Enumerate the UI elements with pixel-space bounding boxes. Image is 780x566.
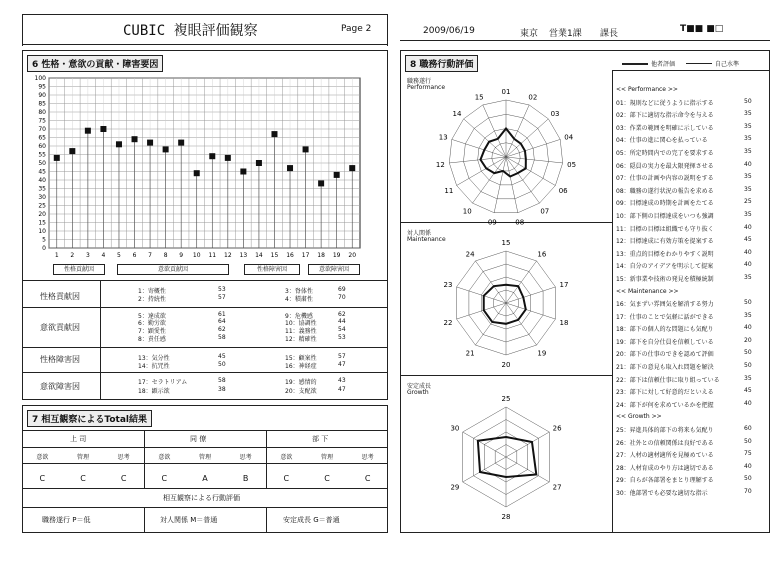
- factor-item-score: 57: [218, 294, 226, 301]
- y-tick-label: 80: [38, 109, 46, 116]
- factor-item-name: 5：達成欲: [138, 313, 166, 320]
- behavior-score: 35: [744, 185, 752, 193]
- radar-growth-label-en: Growth: [407, 389, 429, 396]
- factor-item-name: 8：責任感: [138, 336, 166, 343]
- legend-other-eval-swatch: [622, 63, 648, 65]
- s7-hline: [22, 430, 388, 431]
- radar-axis-label: 11: [444, 187, 454, 195]
- factor-item-score: 70: [338, 294, 346, 301]
- behavior-score: 45: [744, 387, 752, 395]
- behavior-item: 23：部下に対して好意的だといえる: [616, 389, 714, 397]
- s7-hline: [22, 447, 388, 448]
- x-tick-label: 5: [117, 252, 121, 259]
- behavior-score: 50: [744, 299, 752, 306]
- behavior-score: 35: [744, 122, 752, 130]
- factor-item-score: 69: [338, 286, 346, 293]
- behavior-item: 10：部下側の目標達成をいつも強調: [616, 212, 714, 220]
- factor-row-divider: [22, 307, 388, 308]
- radar-axis-label: 06: [558, 187, 568, 195]
- radar-maint-label-en: Maintenance: [407, 236, 446, 243]
- s7-hline: [22, 488, 388, 489]
- y-tick-label: 25: [38, 202, 46, 210]
- x-tick-label: 17: [301, 252, 310, 259]
- behavior-item: 09：目標達成の時期を計画をたてる: [616, 200, 714, 208]
- x-tick-label: 1: [54, 252, 59, 259]
- behavior-score: 35: [744, 110, 752, 118]
- behavior-score: 40: [744, 324, 752, 332]
- behavior-item: 15：新事業や技術の発見を積極統制: [616, 275, 714, 283]
- x-tick-label: 15: [270, 252, 279, 259]
- factor-item-name: 10：協調性: [285, 320, 317, 327]
- score-point: [85, 128, 91, 134]
- y-tick-label: 45: [38, 168, 46, 176]
- behavior-item: 27：人材の適材適所を見極めている: [616, 452, 714, 460]
- y-tick-label: 70: [38, 126, 46, 133]
- grade-column-header: 意欲: [158, 454, 171, 461]
- s7-hline: [22, 507, 388, 508]
- radar-axis-label: 15: [501, 239, 511, 247]
- y-tick-label: 50: [38, 160, 46, 167]
- score-point: [287, 165, 293, 171]
- factor-item-score: 61: [218, 311, 226, 318]
- behavior-score: 25: [744, 198, 752, 206]
- factor-item-score: 62: [338, 311, 346, 318]
- factor-item-name: 17：セラトリアム: [138, 379, 188, 386]
- x-tick-label: 9: [179, 252, 184, 259]
- radar-performance: [436, 88, 576, 227]
- behavior-item: 29：自らが各部署をまとり理解する: [616, 477, 714, 485]
- s7-vline: [144, 507, 145, 533]
- behavior-score: 45: [744, 236, 752, 244]
- header-department: 営業1課: [549, 29, 582, 39]
- x-tick-label: 10: [192, 252, 201, 259]
- grade-cell: C: [364, 474, 371, 483]
- x-tick-label: 13: [239, 252, 248, 259]
- behavior-item: 22：部下は信頼仕事に取り組っている: [616, 376, 720, 384]
- behavior-score: 35: [744, 147, 752, 155]
- score-point: [271, 131, 277, 137]
- score-point: [303, 146, 309, 152]
- score-point: [256, 160, 262, 166]
- score-point: [194, 170, 200, 176]
- group-header-superior: 上 司: [70, 435, 87, 443]
- score-point: [54, 155, 60, 161]
- factor-item-score: 44: [338, 318, 346, 325]
- y-tick-label: 30: [38, 194, 46, 201]
- factor-item-score: 64: [218, 318, 226, 325]
- behavior-item: 03：作業の範囲を明確に示している: [616, 124, 714, 132]
- x-tick-label: 20: [348, 252, 357, 259]
- behavior-score: 50: [744, 475, 752, 483]
- behavior-group-title: << Growth >>: [616, 413, 662, 421]
- grade-cell: C: [39, 474, 46, 483]
- radar-perf-label-en: Performance: [407, 84, 446, 91]
- x-tick-label: 8: [163, 252, 168, 259]
- score-point: [349, 165, 355, 171]
- radar-axis-label: 25: [501, 395, 511, 403]
- factor-table-divider-v: [100, 280, 101, 400]
- y-tick-label: 10: [38, 228, 46, 235]
- radar-axis-label: 01: [501, 88, 511, 96]
- grade-cell: C: [80, 474, 86, 483]
- group-header-peer: 同 僚: [190, 435, 207, 443]
- group-label-motivation-obstacle: 意欲障害因: [308, 264, 360, 275]
- behavior-score: 40: [744, 160, 752, 168]
- y-tick-label: 55: [38, 151, 46, 159]
- behavior-item: 14：自分のアイデアを明示して提案: [616, 263, 714, 271]
- grade-column-header: 管理: [320, 454, 333, 461]
- factor-item-score: 58: [218, 334, 226, 341]
- grade-cell: A: [202, 474, 208, 483]
- factor-item-name: 12：精確性: [285, 336, 317, 343]
- score-point: [132, 136, 138, 142]
- behavior-score: 50: [744, 362, 752, 369]
- factor-item-score: 54: [338, 326, 346, 333]
- y-tick-label: 40: [38, 177, 46, 184]
- x-tick-label: 16: [286, 252, 294, 259]
- section-8-title: 8 職務行動評価: [405, 55, 478, 72]
- factor-row-divider: [22, 347, 388, 348]
- y-tick-label: 85: [38, 100, 46, 108]
- radar-spoke: [506, 139, 560, 157]
- radar-axis-label: 21: [465, 349, 475, 358]
- radar-spoke: [452, 139, 506, 157]
- radar-axis-label: 19: [537, 349, 547, 358]
- radar-axis-label: 09: [487, 218, 497, 227]
- s7-vline: [266, 430, 267, 488]
- radar-axis-label: 17: [559, 281, 569, 290]
- behavior-item: 17：仕事のことで気軽に話ができる: [616, 313, 714, 321]
- factor-item-score: 47: [338, 386, 346, 393]
- behavior-score: 50: [744, 437, 752, 445]
- header-person-name: T■■ ■□: [680, 24, 724, 34]
- grade-cell: C: [283, 474, 290, 483]
- behavior-score: 40: [744, 462, 752, 470]
- behavior-item: 30：他部署でも必要な適切な指示: [616, 489, 708, 497]
- factor-item-name: 2：持続性: [138, 296, 166, 303]
- x-tick-label: 3: [85, 252, 90, 259]
- score-point: [178, 140, 184, 146]
- factor-item-name: 13：気分性: [138, 355, 170, 362]
- score-point: [163, 146, 169, 152]
- score-point: [100, 126, 106, 132]
- grade-column-header: 意欲: [36, 454, 49, 461]
- score-point: [240, 169, 246, 175]
- x-tick-label: 14: [255, 252, 263, 259]
- radar-axis-label: 29: [450, 483, 460, 492]
- factor-item-name: 1：寄概性: [138, 288, 166, 295]
- x-tick-label: 6: [132, 252, 137, 259]
- factor-item-name: 3：脊体性: [285, 288, 313, 295]
- grade-column-header: 管理: [198, 454, 211, 461]
- score-point: [147, 140, 153, 146]
- factor-row-label: 性格障害因: [40, 355, 80, 364]
- factor-item-name: 4：積粛性: [285, 296, 313, 303]
- page-number: Page 2: [341, 24, 372, 34]
- factor-item-name: 15：顧案性: [285, 355, 317, 362]
- x-tick-label: 7: [148, 252, 152, 259]
- score-point: [209, 153, 215, 159]
- behavior-score: 50: [744, 349, 752, 357]
- factor-item-score: 50: [218, 361, 226, 368]
- behavior-score: 40: [744, 223, 752, 231]
- behavior-item: 18：部下の個人的な問題にも気配り: [616, 326, 714, 334]
- factor-item-score: 53: [338, 334, 346, 341]
- factor-item-score: 43: [338, 377, 346, 384]
- group-label-motivation-contrib: 意欲貢献因: [117, 264, 229, 275]
- radar-axis-label: 14: [452, 109, 462, 118]
- group-header-subordinate: 部 下: [312, 435, 329, 443]
- radar-growth-label: 安定成長: [407, 383, 432, 390]
- factor-item-name: 19：感情的: [285, 379, 317, 386]
- radar-axis-label: 23: [443, 281, 453, 290]
- grade-column-header: 思考: [361, 454, 374, 461]
- radar-axis-label: 22: [443, 318, 453, 327]
- radar-axis-label: 04: [564, 133, 574, 142]
- report-title: CUBIC 複眼評価観察: [123, 23, 258, 39]
- behavior-score: 35: [744, 273, 752, 281]
- score-point: [334, 172, 340, 178]
- radar-axis-label: 27: [552, 483, 562, 492]
- radar-axis-label: 08: [515, 218, 525, 227]
- x-tick-label: 4: [101, 252, 106, 259]
- radar-maintenance: [444, 239, 569, 369]
- x-tick-label: 12: [224, 252, 232, 259]
- radar-axis-label: 28: [501, 513, 511, 521]
- header-left-underline: [22, 44, 388, 45]
- radar-axis-label: 18: [559, 318, 569, 327]
- grade-cell: C: [324, 474, 330, 483]
- behavior-item: 25：昇進具体的部下の将来も気配り: [616, 426, 714, 434]
- factor-row-label: 性格貢献因: [40, 292, 80, 301]
- radar-growth: [450, 395, 562, 521]
- evaluation-performance: 職務遂行 P＝低: [42, 516, 91, 524]
- radar-axis-label: 30: [450, 424, 460, 433]
- grade-cell: C: [120, 474, 127, 483]
- factor-score-chart: [22, 70, 388, 280]
- evaluation-maintenance: 対人関係 M＝普通: [160, 516, 218, 524]
- radar-axis-label: 07: [540, 207, 550, 216]
- s7-vline: [144, 430, 145, 488]
- y-tick-label: 100: [34, 75, 46, 82]
- s7-hline: [22, 463, 388, 464]
- legend-other-eval: 他者評価: [651, 61, 676, 68]
- group-label-character-obstacle: 性格障害因: [244, 264, 300, 275]
- behavior-item: 19：部下を自分仕員を信頼している: [616, 338, 714, 346]
- radar-axis-label: 20: [501, 361, 511, 369]
- behavior-item: 11：目標の目標は組織でも守り抜く: [616, 225, 714, 233]
- behavior-item: 26：社外との信頼関係は良好である: [616, 439, 714, 447]
- radar-perf-label: 職務遂行: [407, 78, 432, 85]
- behavior-item: 05：所定時間内での完了を要求する: [616, 149, 714, 157]
- radar-axis-label: 13: [438, 133, 448, 142]
- behavior-item: 28：人材育成のやり方は適切である: [616, 464, 714, 472]
- behavior-score: 40: [744, 399, 752, 407]
- behavior-item: 08：職務の遂行状況の報告を求める: [616, 187, 714, 195]
- grade-column-header: 意欲: [280, 454, 293, 461]
- radar-axis-label: 15: [474, 93, 484, 102]
- score-point: [116, 141, 122, 147]
- behavior-score: 35: [744, 374, 752, 382]
- radar-maint-label: 対人関係: [407, 230, 432, 237]
- legend-self-level: 自己水準: [715, 61, 740, 68]
- header-position: 課長: [600, 29, 619, 39]
- x-tick-label: 19: [332, 252, 341, 259]
- factor-item-name: 7：顕愛性: [138, 328, 166, 335]
- factor-item-name: 6：勤労欲: [138, 320, 166, 327]
- factor-item-score: 58: [218, 377, 226, 384]
- group-label-character-contrib: 性格貢献因: [53, 264, 105, 275]
- radar-axis-label: 05: [567, 160, 577, 169]
- factor-row-label: 意欲障害因: [40, 382, 80, 391]
- section-6-title: 6 性格・意欲の貢献・障害要因: [27, 55, 163, 72]
- grade-column-header: 思考: [117, 454, 130, 461]
- behavior-item: 07：仕事の計画や内容の説明をする: [616, 175, 714, 183]
- header-location: 東京: [520, 29, 539, 39]
- report-date: 2009/06/19: [423, 26, 475, 36]
- x-tick-label: 2: [70, 252, 75, 259]
- factor-item-name: 11：義務性: [285, 328, 317, 335]
- section-7-title: 7 相互観察によるTotal結果: [27, 410, 152, 427]
- radar-axis-label: 10: [462, 207, 472, 216]
- behavior-item: 13：重点的目標をわかりやすく説明: [616, 250, 714, 258]
- grade-cell: C: [161, 474, 168, 483]
- radar-axis-label: 03: [550, 109, 560, 118]
- radar-axis-label: 12: [435, 160, 445, 169]
- s7-vline: [266, 507, 267, 533]
- y-tick-label: 20: [38, 211, 46, 218]
- behavior-score: 20: [744, 336, 752, 344]
- radar-spoke: [506, 261, 537, 303]
- y-tick-label: 95: [38, 83, 46, 91]
- factor-item-name: 16：神経症: [285, 363, 317, 370]
- score-point: [318, 180, 324, 186]
- radar-axis-label: 16: [537, 250, 547, 259]
- factor-item-score: 47: [338, 361, 346, 368]
- behavior-item: 16：気まずい雰囲気を解消する努力: [616, 301, 714, 308]
- behavior-item: 21：部下の意見も取入れ問題を解決: [616, 364, 714, 371]
- radar-axis-label: 26: [552, 424, 562, 433]
- behavior-item: 06：隠員の実力を最大限発揮させる: [616, 162, 714, 170]
- radar-spoke: [506, 303, 537, 345]
- behavior-score: 75: [744, 450, 752, 458]
- y-tick-label: 75: [38, 117, 46, 125]
- radar-axis-label: 02: [528, 93, 538, 102]
- factor-item-name: 20：支配欲: [285, 388, 317, 395]
- legend-self-level-swatch: [686, 63, 712, 64]
- radar-axis-label: 24: [465, 250, 475, 259]
- factor-item-score: 38: [218, 386, 226, 393]
- behavior-score: 35: [744, 311, 752, 319]
- behavior-score: 70: [744, 487, 752, 495]
- behavior-item: 02：部下に適切な指示命令を与える: [616, 112, 714, 120]
- behavior-item: 24：部下が何を求めているかを把握: [616, 401, 714, 409]
- behavior-item: 04：仕事の進に関心を払っている: [616, 137, 708, 145]
- behavior-score: 50: [744, 97, 752, 105]
- y-tick-label: 90: [38, 92, 46, 99]
- behavior-score: 40: [744, 248, 752, 256]
- behavior-item: 01：規則などに従うように指示する: [616, 99, 714, 107]
- behavior-group-title: << Performance >>: [616, 86, 678, 93]
- y-tick-label: 15: [38, 219, 46, 227]
- grade-column-header: 思考: [239, 454, 252, 461]
- evaluation-title: 相互観察による行動評価: [163, 494, 240, 502]
- header-right-underline: [400, 40, 770, 41]
- radar-spoke: [475, 261, 506, 303]
- factor-item-score: 57: [338, 353, 346, 360]
- behavior-item: 20：部下の仕事のできを認めて評価: [616, 351, 714, 359]
- behavior-score: 60: [744, 424, 752, 432]
- behavior-score: 35: [744, 135, 752, 143]
- radar-charts: [400, 70, 612, 533]
- y-tick-label: 0: [42, 245, 46, 252]
- radar-area-divider: [612, 70, 613, 533]
- evaluation-growth: 安定成長 G＝普通: [283, 516, 340, 524]
- factor-item-score: 62: [218, 326, 226, 333]
- behavior-score: 40: [744, 261, 752, 269]
- factor-item-score: 53: [218, 286, 226, 293]
- factor-row-label: 意欲貢献因: [40, 323, 80, 332]
- y-tick-label: 35: [38, 185, 46, 193]
- list-top-border: [612, 70, 770, 71]
- behavior-score: 35: [744, 173, 752, 181]
- behavior-score: 35: [744, 210, 752, 218]
- y-tick-label: 65: [38, 134, 46, 142]
- score-point: [69, 148, 75, 154]
- x-tick-label: 18: [317, 252, 325, 259]
- behavior-item: 12：目標達成に有効方策を提案する: [616, 238, 714, 246]
- factor-item-name: 18：顕示欲: [138, 388, 170, 395]
- factor-item-name: 9：危機感: [285, 313, 313, 320]
- behavior-group-title: << Maintenance >>: [616, 287, 679, 295]
- y-tick-label: 5: [42, 236, 46, 244]
- grade-cell: B: [242, 474, 249, 483]
- y-tick-label: 60: [38, 143, 46, 150]
- grade-column-header: 管理: [76, 454, 89, 461]
- x-tick-label: 11: [208, 252, 217, 259]
- score-point: [225, 155, 231, 161]
- factor-item-name: 14：抗咒性: [138, 363, 170, 370]
- factor-row-divider: [22, 372, 388, 373]
- factor-item-score: 45: [218, 353, 226, 360]
